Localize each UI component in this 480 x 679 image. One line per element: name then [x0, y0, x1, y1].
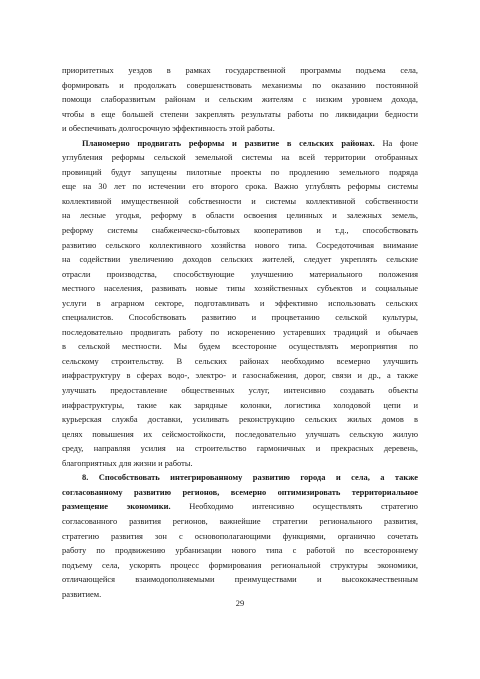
text-line: и обеспечивать долгосрочную эффективность этой работы. [62, 123, 275, 134]
text-line: специалистов. Способствовать развитию и процветанию сельской культуры, [62, 312, 418, 323]
text-line: местного населения, развивать новые типы хозяйственных субъектов и социальные [62, 283, 418, 294]
text-line: помощи слаборазвитым районам и сельским жителям с низким уровнем дохода, [62, 94, 418, 105]
text-line: улучшать предоставление общественных услуг, интенсивно создавать объекты [62, 385, 418, 396]
text-line: формировать и продолжать совершенствовать механизмы по оказанию постоянной [62, 79, 418, 90]
text-line: курьерская служба доставки, усиливать реконструкцию сельских жилых домов в [62, 414, 418, 425]
text-line: в сельской местности. Мы будем всесторонне осуществлять мероприятия по [62, 341, 418, 352]
text-line: еще на 30 лет по истечении его второго срока. Важно углублять реформы системы [62, 181, 418, 192]
text-line [62, 485, 418, 500]
text-line: подъему села, ускорять процесс формирования региональной структуры экономики, [62, 559, 418, 570]
text-line: стратегию развития зон с основополагающими функциями, органично сочетать [62, 530, 418, 541]
text-line: реформу системы снабженческо-сбытовых кооперативов и т.д., способствовать [62, 225, 418, 236]
line-text: Необходимо интенсивно осуществлять стратегию [170, 501, 418, 512]
text-line: последовательно продвигать работу по искоренению устаревших традиций и обычаев [62, 326, 418, 337]
text-line: развитию сельского коллективного хозяйства нового типа. Сосредоточивая внимание [62, 239, 418, 250]
text-line [62, 499, 418, 514]
text-line: инфраструктуры, такие как зарядные колонки, логистика холодовой цепи и [62, 399, 418, 410]
text-line: отличающейся взаимодополняемыми преимуществами и высококачественным [62, 574, 418, 585]
bold-heading: размещение экономики. [62, 501, 171, 512]
bold-heading: 8. Способствовать интегрированному развитию города и села, а также [82, 472, 418, 483]
text-line: сельскому строительству. В сельских районах необходимо всемерно улучшить [62, 355, 418, 366]
page-number: 29 [235, 598, 245, 608]
text-line: чтобы в еще большей степени закреплять результаты работы по ликвидации бедности [62, 108, 418, 119]
text-line: приоритетных уездов в рамках государственной программы подъема села, [62, 65, 418, 75]
text-line: работу по продвижению урбанизации нового типа с работой по всестороннему [62, 545, 418, 556]
text-line: отрасли производства, способствующие улучшению материального положения [62, 268, 418, 279]
text-line: инфраструктуру в сферах водо-, электро- и газоснабжения, дорог, связи и др., а также [62, 370, 418, 381]
text-line: услуги в аграрном секторе, подготавливать и эффективно использовать сельских [62, 297, 418, 308]
text-line: развитием. [62, 588, 102, 599]
body-text [62, 63, 418, 601]
text-line [62, 470, 418, 485]
text-line [62, 136, 418, 151]
text-line: согласованного развития регионов, важнейшие стратегии регионального развития, [62, 515, 418, 526]
text-line: на лесные угодья, реформу в области освоения целинных и залежных земель, [62, 210, 418, 221]
text-line: углубления реформы сельской земельной системы на всей территории отобранных [62, 152, 418, 163]
text-line: провинций будут запущены пилотные проекты по продлению земельного подряда [62, 166, 418, 177]
text-line: коллективной имущественной собственности и системы коллективной собственности [62, 195, 418, 206]
text-line: среду, направляя усилия на строительство гармоничных и прекрасных деревень, [62, 443, 418, 454]
text-line: благоприятных для жизни и работы. [62, 457, 193, 468]
line-text: На фоне [374, 137, 418, 148]
text-line: на содействии увеличению доходов сельских жителей, следует укреплять сельские [62, 254, 418, 265]
bold-heading: согласованному развитию регионов, всемерно оптимизировать территориальное [62, 486, 418, 497]
bold-heading: Планомерно продвигать реформы и развитие в сельских районах. [82, 137, 375, 148]
text-line: целях повышения их сейсмостойкости, последовательно улучшать сельскую жилую [62, 428, 418, 439]
